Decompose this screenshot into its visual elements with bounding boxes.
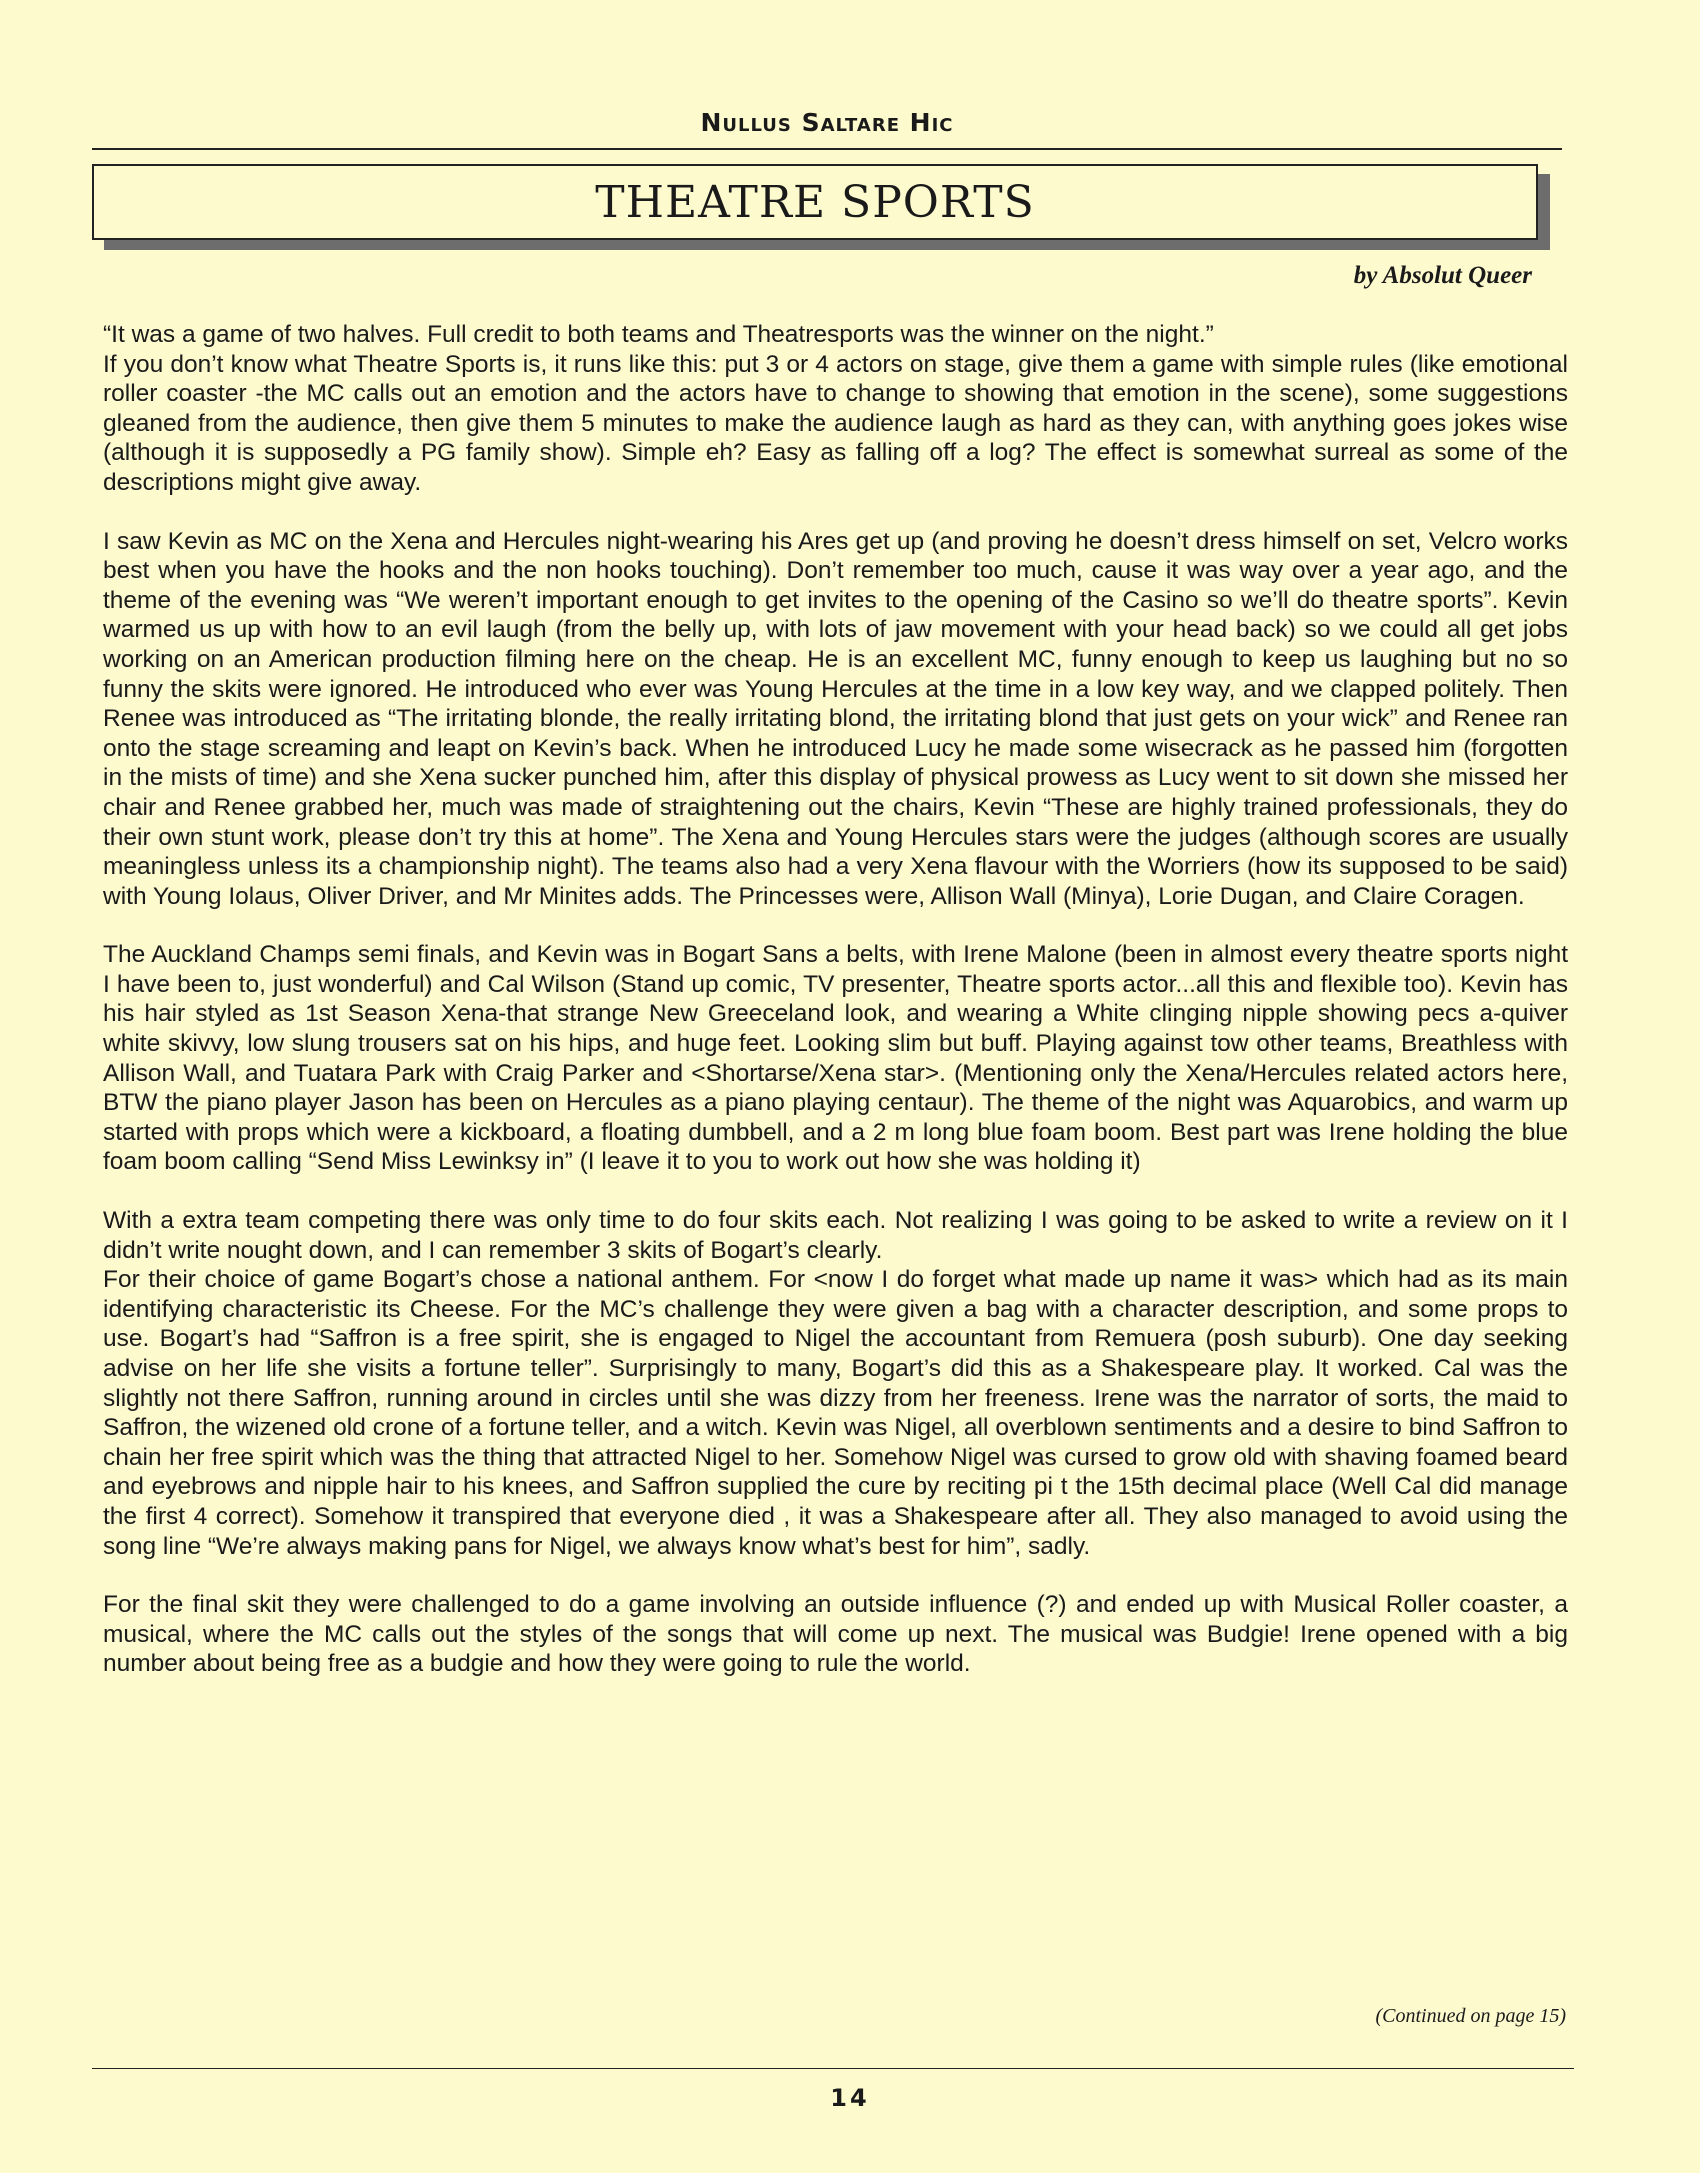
continued-note: (Continued on page 15) xyxy=(1375,2005,1566,2027)
article-body xyxy=(103,320,1568,1679)
article-byline: by Absolut Queer xyxy=(1353,262,1532,289)
article-paragraph: For their choice of game Bogart’s chose a national anthem. For <now I do forget what made up name it was> which had as its main identifying characteristic its Cheese. For the MC’s challenge they were given a bag with a character description, and some props to use. Bogart’s had “Saffron is a free spirit, she is engaged to Nigel the accountant from Remuera (posh suburb). One day seeking advise on her life she visits a fortune teller”. Surprisingly to many, Bogart’s did this as a Shakespeare play. It worked. Cal was the slightly not there Saffron, running around in circles until she was dizzy from her freeness. Irene was the narrator of sorts, the maid to Saffron, the wizened old crone of a fortune teller, and a witch. Kevin was Nigel, all overblown sentiments and a desire to bind Saffron to chain her free spirit which was the thing that attracted Nigel to her. Somehow Nigel was cursed to grow old with shaving foamed beard and eyebrows and nipple hair to his knees, and Saffron supplied the cure by reciting pi t the 15th decimal place (Well Cal did manage the first 4 correct). Somehow it transpired that everyone died , it was a Shakespeare after all. They also managed to avoid using the song line “We’re always making pans for Nigel, we always know what’s best for him”, sadly. xyxy=(103,1266,1568,1560)
footer-rule xyxy=(92,2068,1574,2069)
article-paragraph: “It was a game of two halves. Full credit to both teams and Theatresports was the winner on the night.” xyxy=(103,321,1214,348)
article-title: THEATRE SPORTS xyxy=(595,176,1035,228)
page-number: 14 xyxy=(830,2084,870,2112)
masthead-rule xyxy=(92,148,1562,150)
article-title-box xyxy=(92,164,1538,240)
article-paragraph: The Auckland Champs semi finals, and Kevin was in Bogart Sans a belts, with Irene Malone (been in almost every theatre sports night I have been to, just wonderful) and Cal Wilson (Stand up comic, TV presenter, Theatre sports actor...all this and flexible too). Kevin has his hair styled as 1st Season Xena-that strange New Greeceland look, and wearing a White clinging nipple showing pecs a-quiver white skivvy, low slung trousers sat on his hips, and huge feet. Looking slim but buff. Playing against tow other teams, Breathless with Allison Wall, and Tuatara Park with Craig Parker and <Shortarse/Xena star>. (Mentioning only the Xena/Hercules related actors here, BTW the piano player Jason has been on Hercules as a piano playing centaur). The theme of the night was Aquarobics, and warm up started with props which were a kickboard, a floating dumbbell, and a 2 m long blue foam boom. Best part was Irene holding the blue foam boom calling “Send Miss Lewinksy in” (I leave it to you to work out how she was holding it) xyxy=(103,941,1568,1176)
article-paragraph: With a extra team competing there was only time to do four skits each. Not realizing I was going to be asked to write a review on it I didn’t write nought down, and I can remember 3 skits of Bogart’s clearly. xyxy=(103,1207,1568,1264)
publication-masthead: Nullus Saltare Hic xyxy=(700,108,954,137)
article-paragraph: For the final skit they were challenged to do a game involving an outside influence (?) and ended up with Musical Roller coaster, a musical, where the MC calls out the styles of the songs that will come up next. The musical was Budgie! Irene opened with a big number about being free as a budgie and how they were going to rule the world. xyxy=(103,1591,1568,1678)
article-paragraph: I saw Kevin as MC on the Xena and Hercules night-wearing his Ares get up (and proving he doesn’t dress himself on set, Velcro works best when you have the hooks and the non hooks touching). Don’t remember too much, cause it was way over a year ago, and the theme of the evening was “We weren’t important enough to get invites to the opening of the Casino so we’ll do theatre sports”. Kevin warmed us up with how to an evil laugh (from the belly up, with lots of jaw movement with your head back) so we could all get jobs working on an American production filming here on the cheap. He is an excellent MC, funny enough to keep us laughing but no so funny the skits were ignored. He introduced who ever was Young Hercules at the time in a low key way, and we clapped politely. Then Renee was introduced as “The irritating blonde, the really irritating blond, the irritating blond that just gets on your wick” and Renee ran onto the stage screaming and leapt on Kevin’s back. When he introduced Lucy he made some wisecrack as he passed him (forgotten in the mists of time) and she Xena sucker punched him, after this display of physical prowess as Lucy went to sit down she missed her chair and Renee grabbed her, much was made of straightening out the chairs, Kevin “These are highly trained professionals, they do their own stunt work, please don’t try this at home”. The Xena and Young Hercules stars were the judges (although scores are usually meaningless unless its a championship night). The teams also had a very Xena flavour with the Worriers (how its supposed to be said) with Young Iolaus, Oliver Driver, and Mr Minites adds. The Princesses were, Allison Wall (Minya), Lorie Dugan, and Claire Coragen. xyxy=(103,527,1568,910)
article-paragraph: If you don’t know what Theatre Sports is, it runs like this: put 3 or 4 actors on stage, give them a game with simple rules (like emotional roller coaster -the MC calls out an emotion and the actors have to change to showing that emotion in the scene), some suggestions gleaned from the audience, then give them 5 minutes to make the audience laugh as hard as they can, with anything goes jokes wise (although it is supposedly a PG family show). Simple eh? Easy as falling off a log? The effect is somewhat surreal as some of the descriptions might give away. xyxy=(103,350,1568,496)
